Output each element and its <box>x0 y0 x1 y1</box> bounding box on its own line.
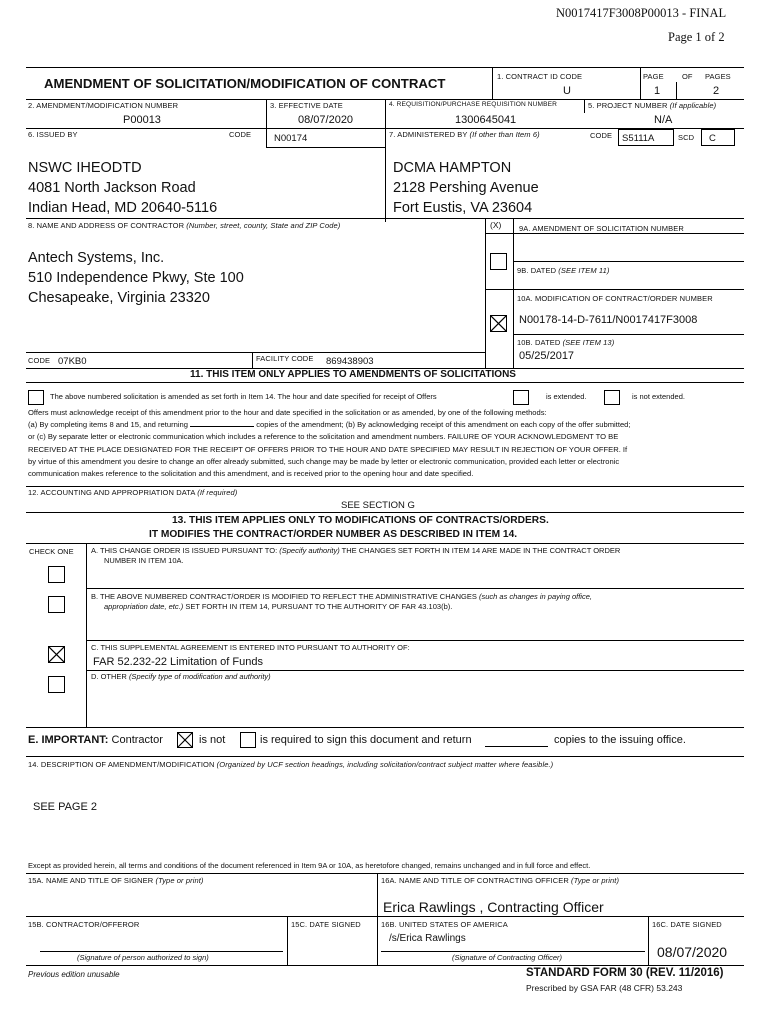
officer-name-label: 16A. NAME AND TITLE OF CONTRACTING OFFICER (Type or print) <box>381 876 620 885</box>
administered-by-code-label: CODE <box>590 131 613 140</box>
page-value: 1 <box>654 85 661 97</box>
contractor-code-label: CODE <box>28 356 51 365</box>
section-11-instructions: Offers must acknowledge receipt of this amendment prior to the hour and date specified in the solicitation or as amended, by one of the following methods: (a) By completing items 8 and 15, and returning copies of the amendment; (b) By acknowledging receipt of this amendment on each copy of the offer submitted; or (c) By separate letter or electronic communication which includes a reference to the solicitation and amendment numbers. FAILURE OF YOUR ACKNOWLEDGMENT TO BE RECEIVED AT THE PLACE DESIGNATED FOR THE RECEIPT OF OFFERS PRIOR TO THE HOUR AND DATE SPECIFIED MAY RESULT IN REJECTION OF YOUR OFFER. If by virtue of this amendment you desire to change an offer already submitted, such change may be made by letter or electronic communication, provided each letter or electronic communication makes reference to the solicitation and this amendment, and is received prior to the opening hour and date specified. <box>28 408 631 479</box>
page-indicator: Page 1 of 2 <box>668 30 725 44</box>
administered-by-code-value: S5111A <box>622 133 655 144</box>
section-13-title-1: 13. THIS ITEM APPLIES ONLY TO MODIFICATIONS OF CONTRACTS/ORDERS. <box>172 515 549 526</box>
section-11-title: 11. THIS ITEM ONLY APPLIES TO AMENDMENTS OF SOLICITATIONS <box>190 369 516 380</box>
option-b-checkbox[interactable] <box>48 596 65 613</box>
option-a-checkbox[interactable] <box>48 566 65 583</box>
except-statement: Except as provided herein, all terms and conditions of the document referenced in Item 9A or 10A, as heretofore changed, remains unchanged and in full force and effect. <box>28 861 591 870</box>
issuer-address: NSWC IHEODTD 4081 North Jackson Road Indian Head, MD 20640-5116 <box>28 160 218 216</box>
section-11-line-1: The above numbered solicitation is amended as set forth in Item 14. The hour and date specified for receipt of Offers <box>50 392 437 401</box>
officer-date-signed-label: 16C. DATE SIGNED <box>652 920 722 929</box>
option-d-text: D. OTHER (Specify type of modification and authority) <box>91 672 271 681</box>
project-number-value: N/A <box>654 114 673 126</box>
x-column-label: (X) <box>490 220 502 230</box>
modification-dated-label: 10B. DATED (SEE ITEM 13) <box>517 338 615 347</box>
option-b-text: B. THE ABOVE NUMBERED CONTRACT/ORDER IS MODIFIED TO REFLECT THE ADMINISTRATIVE CHANGES (such as changes in paying office, appropriation date, etc.) SET FORTH IN ITEM 14, PURSUANT TO THE AUTHORITY OF FAR 43.103(b). <box>91 592 592 611</box>
contractor-address: Antech Systems, Inc. 510 Independence Pkwy, Ste 100 Chesapeake, Virginia 23320 <box>28 250 244 306</box>
officer-name-value: Erica Rawlings , Contracting Officer <box>383 899 604 915</box>
description-value: SEE PAGE 2 <box>33 801 97 813</box>
scd-label: SCD <box>678 133 695 142</box>
solicitation-dated-label: 9B. DATED (SEE ITEM 11) <box>517 266 610 275</box>
accounting-data-value: SEE SECTION G <box>341 500 415 511</box>
modification-number-label: 10A. MODIFICATION OF CONTRACT/ORDER NUMBER <box>517 294 713 303</box>
of-label: OF <box>682 72 693 81</box>
is-not-label: is not <box>199 734 226 746</box>
effective-date-label: 3. EFFECTIVE DATE <box>270 101 343 110</box>
amendment-number-value: P00013 <box>123 114 161 126</box>
administrator-address: DCMA HAMPTON 2128 Pershing Avenue Fort Eustis, VA 23604 <box>393 160 539 216</box>
option-d-checkbox[interactable] <box>48 676 65 693</box>
copies-label: copies to the issuing office. <box>554 734 686 746</box>
scd-value: C <box>709 133 716 144</box>
requisition-number-value: 1300645041 <box>455 114 517 126</box>
accounting-data-label: 12. ACCOUNTING AND APPROPRIATION DATA (If required) <box>28 488 238 497</box>
contractor-date-signed-label: 15C. DATE SIGNED <box>291 920 361 929</box>
is-not-required-checkbox[interactable] <box>177 732 193 748</box>
contract-id-code-label: 1. CONTRACT ID CODE <box>497 72 583 81</box>
is-not-extended-label: is not extended. <box>632 392 685 401</box>
issued-by-code-value: N00174 <box>274 133 308 144</box>
pages-label: PAGES <box>705 72 731 81</box>
option-a-text: A. THIS CHANGE ORDER IS ISSUED PURSUANT TO: (Specify authority) THE CHANGES SET FORTH IN ITEM 14 ARE MADE IN THE CONTRACT ORDER NUMBER IN ITEM 10A. <box>91 546 621 565</box>
modification-number-value: N00178-14-D-7611/N0017417F3008 <box>519 314 698 326</box>
requisition-number-label: 4. REQUISITION/PURCHASE REQUISITION NUMBER <box>389 101 557 108</box>
is-required-label: is required to sign this document and return <box>260 734 472 746</box>
check-one-label: CHECK ONE <box>29 547 74 556</box>
page-label: PAGE <box>643 72 664 81</box>
option-c-checkbox[interactable] <box>48 646 65 663</box>
document-id: N0017417F3008P00013 - FINAL <box>556 6 727 20</box>
contractor-name-address-label: 8. NAME AND ADDRESS OF CONTRACTOR (Number, street, county, State and ZIP Code) <box>28 221 341 230</box>
contract-id-code-value: U <box>563 85 571 97</box>
effective-date-value: 08/07/2020 <box>298 114 354 126</box>
officer-signature-caption: (Signature of Contracting Officer) <box>452 953 563 962</box>
item-10-checkbox[interactable] <box>490 315 507 332</box>
pages-value: 2 <box>713 85 720 97</box>
contractor-code-value: 07KB0 <box>58 356 87 367</box>
facility-code-label: FACILITY CODE <box>256 354 314 363</box>
is-not-extended-checkbox[interactable] <box>604 390 620 405</box>
important-label: E. IMPORTANT: Contractor <box>28 734 163 746</box>
item-9-checkbox[interactable] <box>490 253 507 270</box>
prescribed-by: Prescribed by GSA FAR (48 CFR) 53.243 <box>526 983 683 993</box>
solicitation-number-label: 9A. AMENDMENT OF SOLICITATION NUMBER <box>519 224 684 233</box>
is-extended-label: is extended. <box>546 392 587 401</box>
administered-by-label: 7. ADMINISTERED BY (If other than Item 6) <box>389 130 540 139</box>
united-states-label: 16B. UNITED STATES OF AMERICA <box>381 920 508 929</box>
modification-dated-value: 05/25/2017 <box>519 350 575 362</box>
amendment-number-label: 2. AMENDMENT/MODIFICATION NUMBER <box>28 101 179 110</box>
contractor-signature-caption: (Signature of person authorized to sign) <box>77 953 209 962</box>
signer-name-label: 15A. NAME AND TITLE OF SIGNER (Type or print) <box>28 876 204 885</box>
project-number-label: 5. PROJECT NUMBER (If applicable) <box>588 101 717 110</box>
standard-form-number: STANDARD FORM 30 (REV. 11/2016) <box>526 967 724 979</box>
officer-signature-value: /s/Erica Rawlings <box>389 933 466 944</box>
section-13-title-2: IT MODIFIES THE CONTRACT/ORDER NUMBER AS DESCRIBED IN ITEM 14. <box>149 529 518 540</box>
description-label: 14. DESCRIPTION OF AMENDMENT/MODIFICATION (Organized by UCF section headings, including solicitation/contract subject matter where feasible.) <box>28 760 554 769</box>
issued-by-label: 6. ISSUED BY <box>28 130 78 139</box>
contractor-offeror-label: 15B. CONTRACTOR/OFFEROR <box>28 920 140 929</box>
is-required-checkbox[interactable] <box>240 732 256 748</box>
issued-by-code-label: CODE <box>229 130 252 139</box>
option-c-authority: FAR 52.232-22 Limitation of Funds <box>93 656 263 668</box>
facility-code-value: 869438903 <box>326 356 374 367</box>
offers-amended-checkbox[interactable] <box>28 390 44 405</box>
previous-edition-note: Previous edition unusable <box>28 970 120 979</box>
is-extended-checkbox[interactable] <box>513 390 529 405</box>
form-title: AMENDMENT OF SOLICITATION/MODIFICATION OF CONTRACT <box>44 76 446 91</box>
officer-date-signed-value: 08/07/2020 <box>657 944 728 960</box>
option-c-text: C. THIS SUPPLEMENTAL AGREEMENT IS ENTERED INTO PURSUANT TO AUTHORITY OF: <box>91 643 410 652</box>
